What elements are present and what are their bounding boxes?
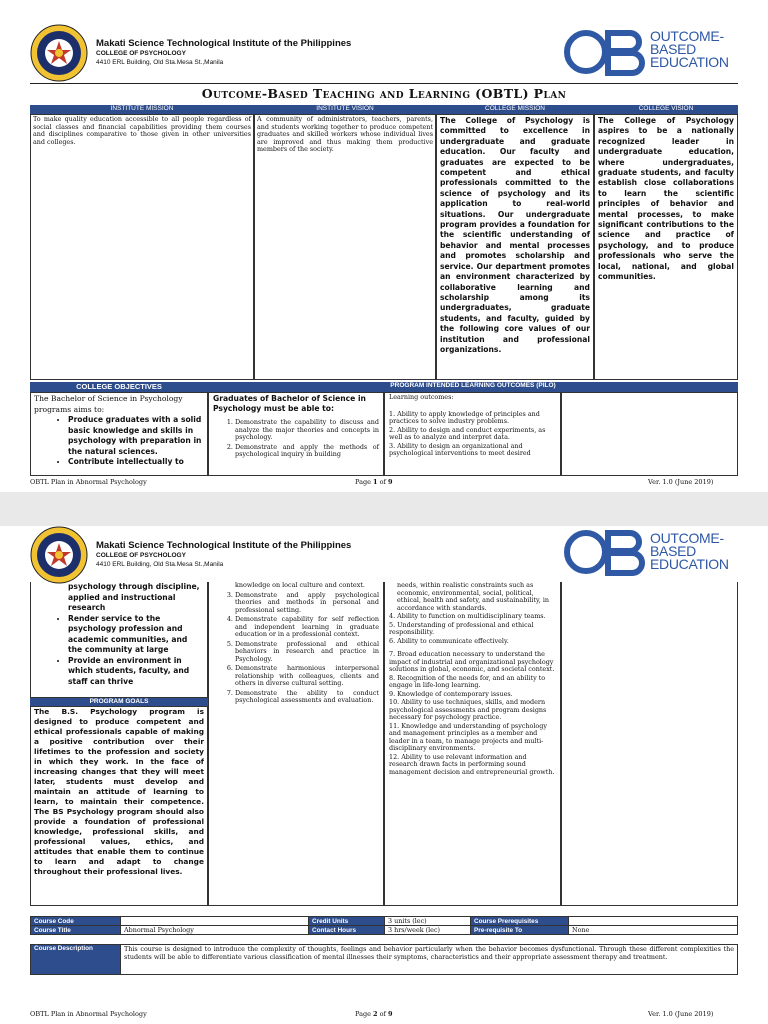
list-item: 4. Ability to function on multidisciplinary teams.: [389, 612, 546, 620]
course-description-label: Course Description: [31, 945, 121, 975]
credit-units-value: 3 units (lec): [385, 917, 471, 926]
institute-address: 4410 ERL Building, Old Sta.Mesa St.,Manila: [96, 59, 224, 66]
course-info-table: [30, 916, 738, 935]
footer-left: OBTL Plan in Abnormal Psychology: [30, 478, 147, 486]
list-item: 8. Recognition of the needs for, and an ability to engage in life-long learning.: [389, 673, 546, 689]
prerequisite-to-value: None: [569, 926, 738, 935]
list-item: 9. Knowledge of contemporary issues.: [389, 689, 513, 698]
page-1: [0, 0, 768, 492]
graduates-list: [235, 592, 379, 705]
footer-left: OBTL Plan in Abnormal Psychology: [30, 1010, 147, 1018]
obe-logo-text: OUTCOME- BASED EDUCATION: [650, 28, 729, 70]
institute-name: Makati Science Technological Institute of the Philippines: [96, 540, 352, 551]
institute-vision-text: A community of administrators, teachers, parents, and students working together to produce competent graduates and skilled workers whose individual lives are improved and thus making them productive members of the society.: [254, 114, 436, 380]
header-program-goals: PROGRAM GOALS: [30, 698, 208, 706]
page-header: [0, 526, 768, 586]
footer-version: Ver. 1.0 (June 2019): [648, 1010, 714, 1018]
course-title-value: Abnormal Psychology: [121, 926, 309, 935]
pilo-empty-cell: [561, 582, 738, 906]
table-row: [31, 926, 738, 935]
college-name: COLLEGE OF PSYCHOLOGY: [96, 50, 186, 57]
pilo-empty-cell: [561, 392, 738, 476]
institute-name: Makati Science Technological Institute of the Philippines: [96, 38, 352, 49]
header-college-vision: COLLEGE VISION: [594, 105, 738, 114]
institute-seal-icon: [30, 526, 88, 584]
list-item: • Contribute intellectually to: [68, 457, 204, 468]
list-item: • Provide an environment in which students, faculty, and staff can thrive: [68, 656, 204, 688]
prerequisite-to-label: Pre-requisite To: [471, 926, 569, 935]
course-code-label: Course Code: [31, 917, 121, 926]
list-item: 2. Demonstrate and apply the methods of psychological inquiry in building: [235, 444, 379, 459]
learning-outcomes-continued-text: needs, within realistic constraints such as economic, environmental, social, political, ethical, health and safety, and sustainability, in accordance with standards.: [397, 582, 549, 612]
objectives-continued-cell: [30, 582, 208, 698]
graduates-continued-text: knowledge on local culture and context.: [235, 582, 365, 589]
footer-version: Ver. 1.0 (June 2019): [648, 478, 714, 486]
institute-address: 4410 ERL Building, Old Sta.Mesa St.,Manila: [96, 561, 224, 568]
list-item: 10. Ability to use techniques, skills, and modern psychological assessments and program designs necessary for psychology practice.: [389, 698, 547, 721]
course-description-value: This course is designed to introduce the complexity of thoughts, feelings and behavior particularly when the behavior becomes dysfunctional. Through these different complexities the students will be able to differentiate various classification of mental illnesses their symptoms, characteristics and their appropriate assessment therapy and treatment.: [121, 945, 738, 975]
college-vision-text: The College of Psychology aspires to be a nationally recognized leader in undergraduate education, where undergraduates, graduate students, and faculty establish close collaborations to learn the scientific principles of behavior and mental processes, to make significant contributions to the science and practice of psychology, and to produce professionals who serve the local, national, and global communities.: [594, 114, 738, 380]
objectives-list: [34, 415, 204, 468]
list-item: • Render service to the psychology profession and academic communities, and the community at large: [68, 614, 204, 656]
list-item: 3. Demonstrate and apply psychological theories and methods in personal and professional setting.: [235, 592, 379, 615]
list-item: 4. Demonstrate capability for self reflection and independent learning in graduate education or in a professional context.: [235, 616, 379, 639]
header-college-objectives: COLLEGE OBJECTIVES: [30, 382, 208, 392]
header-institute-mission: INSTITUTE MISSION: [30, 105, 254, 114]
list-item: 1. Demonstrate the capability to discuss and analyze the major theories and concepts in psychology.: [235, 419, 379, 442]
course-prerequisites-label: Course Prerequisites: [471, 917, 569, 926]
header-college-mission: COLLEGE MISSION: [436, 105, 594, 114]
header-institute-vision: INSTITUTE VISION: [254, 105, 436, 114]
list-item: 3. Ability to design an organizational and psychological interventions to meet desired: [389, 441, 531, 457]
list-item: 7. Broad education necessary to understand the impact of industrial and organizational psychology solutions in global, economic, and societal context.: [389, 650, 555, 673]
list-item: 12. Ability to use relevant information and research drawn facts in performing sound management decision and entrepreneurial growth.: [389, 752, 555, 776]
course-description-table: [30, 944, 738, 975]
footer-page-number: Page 1 of 9: [355, 478, 393, 486]
footer-page-number: Page 2 of 9: [355, 1010, 393, 1018]
objectives-intro: The Bachelor of Science in Psychology programs aims to:: [34, 394, 183, 414]
header-pilo: PROGRAM INTENDED LEARNING OUTCOMES (PILO): [208, 382, 738, 392]
learning-outcomes-cell: [384, 392, 561, 476]
college-mission-text: The College of Psychology is committed to excellence in undergraduate and graduate education. Our faculty and graduates are expected to be competent and ethical professionals committed to the science of psychology and its application to real-world situations. Our undergraduate program provides a foundation for the scientific understanding of behavior and mental processes and promotes scholarship and service. Our department promotes an environment characterized by collaborative learning and scholarship among its undergraduates, graduate students, and faculty, guided by the following core values of our institution and professional organizations.: [436, 114, 594, 380]
graduates-heading: Graduates of Bachelor of Science in Psychology must be able to:: [213, 394, 366, 413]
institute-mission-text: To make quality education accessible to all people regardless of social classes and financial capabilities providing them courses and disciplines comparative to those given in other universities and colleges.: [30, 114, 254, 380]
list-item: 2. Ability to design and conduct experiments, as well as to analyze and interpret data.: [389, 425, 546, 441]
table-row: [31, 945, 738, 975]
graduates-cell: [208, 392, 384, 476]
objectives-list: [34, 614, 204, 688]
list-item: 11. Knowledge and understanding of psychology and management principles as a member and leader in a team, to manage projects and multi-disciplinary environments.: [389, 721, 547, 752]
objectives-continued-text: psychology through discipline, applied and instructional research: [68, 582, 200, 612]
list-item: 6. Demonstrate harmonious interpersonal relationship with colleagues, clients and others in diverse cultural setting.: [235, 665, 379, 688]
course-prerequisites-value: [569, 917, 738, 926]
graduates-list: [235, 419, 379, 459]
list-item: 6. Ability to communicate effectively.: [389, 636, 509, 645]
institute-seal-icon: [30, 24, 88, 82]
list-item: • Produce graduates with a solid basic knowledge and skills in psychology with preparation in the natural sciences.: [68, 415, 204, 457]
institute-block: [96, 540, 351, 568]
learning-outcomes-heading: Learning outcomes:: [389, 393, 454, 401]
page-header: [0, 0, 768, 70]
list-item: 5. Understanding of professional and ethical responsibility.: [389, 620, 534, 636]
learning-outcomes-continued-cell: [384, 582, 561, 906]
graduates-continued-cell: [208, 582, 384, 906]
page-2: [0, 526, 768, 1024]
page-title: Outcome-Based Teaching and Learning (OBTL) Plan: [30, 83, 738, 103]
course-title-label: Course Title: [31, 926, 121, 935]
contact-hours-label: Contact Hours: [309, 926, 385, 935]
table-row: [31, 917, 738, 926]
contact-hours-value: 3 hrs/week (lec): [385, 926, 471, 935]
list-item: 7. Demonstrate the ability to conduct psychological assessments and evaluation.: [235, 690, 379, 705]
list-item: 1. Ability to apply knowledge of principles and practices to solve industry problems.: [389, 409, 540, 425]
college-name: COLLEGE OF PSYCHOLOGY: [96, 552, 186, 559]
institute-block: [96, 38, 351, 66]
course-code-value: [121, 917, 309, 926]
list-item: 5. Demonstrate professional and ethical behaviors in research and practice in Psychology.: [235, 641, 379, 664]
obe-logo-text: OUTCOME- BASED EDUCATION: [650, 530, 729, 572]
program-goals-text: The B.S. Psychology program is designed to produce competent and ethical professionals capable of making a positive contribution over their lifetimes to the profession and society in which they work. In the face of increasing changes that they will meet later, students must develop and maintain an attitude of learning to learn, to maintain their competence. The BS Psychology program should also provide a foundation of professional knowledge, professional skills, and professional values, ethics, and attitudes that enable them to continue to learn and adapt to change throughout their professional lives.: [30, 706, 208, 906]
objectives-cell: [30, 392, 208, 476]
credit-units-label: Credit Units: [309, 917, 385, 926]
